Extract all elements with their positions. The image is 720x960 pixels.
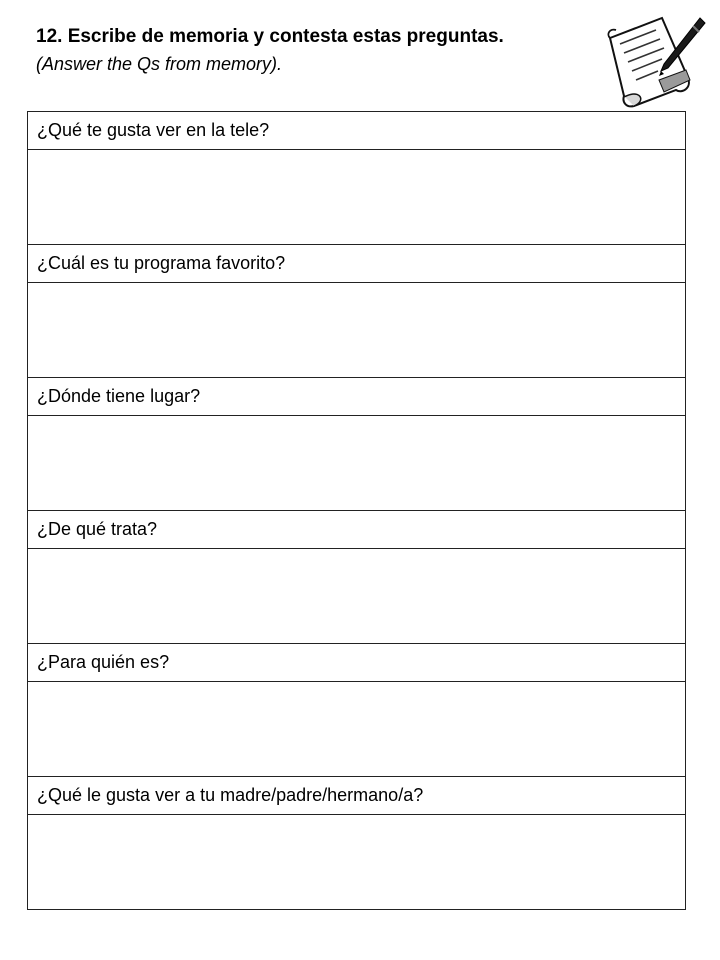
answer-box[interactable] [28, 549, 686, 644]
answer-row [28, 416, 686, 511]
exercise-title: 12. Escribe de memoria y contesta estas preguntas. [36, 26, 504, 47]
question-answer-table [27, 111, 686, 910]
answer-box[interactable] [28, 283, 686, 378]
worksheet-header [36, 24, 504, 76]
exercise-subtitle: (Answer the Qs from memory). [36, 54, 283, 74]
question-cell: ¿Dónde tiene lugar? [28, 378, 686, 416]
answer-row [28, 283, 686, 378]
question-row [28, 777, 686, 815]
answer-row [28, 682, 686, 777]
answer-row [28, 150, 686, 245]
paper-and-pen-icon [604, 8, 710, 108]
question-cell: ¿Cuál es tu programa favorito? [28, 245, 686, 283]
answer-box[interactable] [28, 150, 686, 245]
question-row [28, 112, 686, 150]
question-cell: ¿Qué le gusta ver a tu madre/padre/hermano/a? [28, 777, 686, 815]
answer-box[interactable] [28, 416, 686, 511]
answer-row [28, 815, 686, 910]
question-row [28, 644, 686, 682]
question-cell: ¿Qué te gusta ver en la tele? [28, 112, 686, 150]
question-cell: ¿De qué trata? [28, 511, 686, 549]
answer-box[interactable] [28, 682, 686, 777]
question-cell: ¿Para quién es? [28, 644, 686, 682]
question-row [28, 378, 686, 416]
question-row [28, 511, 686, 549]
answer-box[interactable] [28, 815, 686, 910]
answer-row [28, 549, 686, 644]
question-row [28, 245, 686, 283]
